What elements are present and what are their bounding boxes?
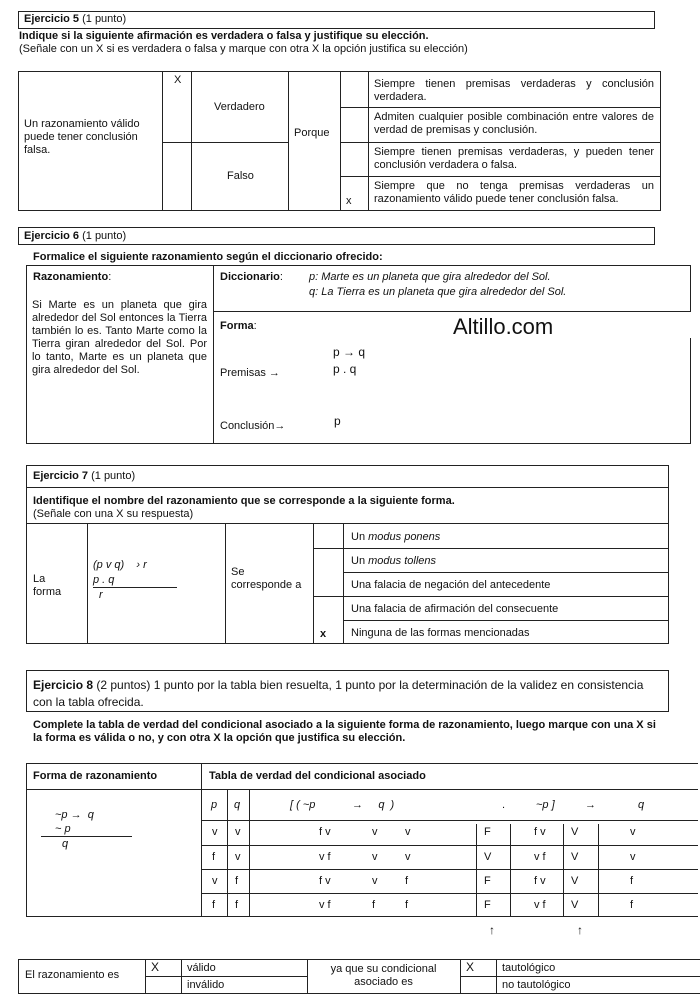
table-cell: v f (319, 899, 331, 911)
ej5-title (24, 13, 126, 26)
ej7-divider (225, 523, 226, 644)
ej5-verdadero-option: Verdadero (214, 101, 265, 113)
ej7-title-label: Ejercicio 7 (33, 470, 89, 482)
ej7-option-1-pre: Un (351, 531, 369, 543)
ej8-title (33, 677, 653, 711)
table-cell: V (571, 899, 579, 911)
table-cell: f v (319, 875, 331, 887)
ej5-porque: Porque (294, 127, 330, 139)
ej8-razon-es: El razonamiento es (25, 969, 120, 981)
ej6-title (24, 230, 126, 243)
ej6-points: (1 punto) (79, 230, 127, 242)
ej5-divider (162, 142, 288, 143)
ej7-option-4: Una falacia de afirmación del consecuente (351, 603, 559, 615)
table-cell: v (235, 851, 241, 863)
ej7-note: (Señale con una X su respuesta) (33, 508, 194, 520)
ej8-header-dot: . (502, 799, 506, 811)
ej6-title-label: Ejercicio 6 (24, 230, 80, 242)
table-cell: v (212, 875, 218, 887)
ej6-premisa-2: p . q (333, 362, 357, 376)
ej7-divider (313, 523, 314, 644)
ej5-divider (288, 71, 289, 211)
ej6-forma-label (220, 320, 257, 333)
table-cell: f (372, 899, 376, 911)
table-cell: V (484, 851, 492, 863)
ej8-form-line-3: q (62, 838, 69, 850)
ej5-title-label: Ejercicio 5 (24, 13, 80, 25)
ej6-divider (213, 311, 691, 312)
ej6-razonamiento-text: Si Marte es un planeta que gira alrededor del Sol entonces la Tierra también lo es. Tanto Marte como la Tierra giran alrededor del Sol. Por lo tanto, Marte es un planeta que gira alrededor del Sol. (32, 299, 207, 376)
table-cell: f v (534, 826, 546, 838)
ej8-mark-valido: X (151, 960, 160, 974)
table-cell: f (212, 899, 216, 911)
table-cell: f (630, 899, 634, 911)
ej6-forma-word: Forma (220, 320, 254, 332)
table-cell: f (630, 875, 634, 887)
table-cell: v (212, 826, 218, 838)
ej5-divider (340, 71, 341, 211)
ej5-option-1: Siempre tienen premisas verdaderas y conclusión verdadera. (374, 78, 654, 103)
ej6-razonamiento-label (33, 271, 111, 284)
up-arrow-icon: ↑ (489, 923, 495, 937)
ej6-premisas-label: Premisas → (220, 367, 280, 379)
table-cell: v (405, 851, 411, 863)
ej8-divider (249, 789, 250, 917)
ej5-divider (340, 107, 661, 108)
table-cell: f v (534, 875, 546, 887)
table-cell: v (630, 826, 636, 838)
ej7-divider (313, 596, 669, 597)
table-cell: v f (534, 851, 546, 863)
table-cell: v f (534, 899, 546, 911)
ej6-premisa-1: p → q (333, 345, 366, 359)
ej8-header-expr1: [ ( ~p → q ) (290, 799, 395, 811)
ej6-forma-colon: : (253, 320, 257, 332)
ej8-no-tautologico: no tautológico (502, 979, 571, 991)
table-cell: v (630, 851, 636, 863)
ej8-answer-divider (307, 959, 308, 994)
ej5-option-2: Admiten cualquier posible combinación entre valores de verdad de premisas y conclusión. (374, 111, 654, 136)
ej5-divider (340, 142, 661, 143)
ej5-mark-option-4: x (346, 195, 352, 207)
ej7-form-line-2: p . q (93, 574, 115, 586)
ej8-title-label: Ejercicio 8 (33, 678, 94, 692)
ej6-dic-p: p: Marte es un planeta que gira alrededor del Sol. (309, 271, 551, 283)
ej8-header-expr2: ~p ] (536, 799, 555, 811)
ej6-razonamiento-colon: : (108, 271, 112, 283)
table-cell: f (235, 899, 239, 911)
ej7-form-line-1: (p v q) › r (93, 559, 147, 571)
ej8-valido: válido (187, 962, 216, 974)
table-cell: F (484, 875, 491, 887)
ej7-divider (343, 572, 669, 573)
ej8-divider (201, 869, 698, 870)
ej5-option-3: Siempre tienen premisas verdaderas, y pueden tener conclusión verdadera o falsa. (374, 146, 654, 171)
ej7-form-rule (93, 587, 177, 588)
ej7-option-5: Ninguna de las formas mencionadas (351, 627, 530, 639)
ej5-instruction: Indique si la siguiente afirmación es verdadera o falsa y justifique su elección. (19, 30, 429, 42)
ej7-option-1-em: modus ponens (368, 531, 441, 543)
ej5-mark-verdadero: X (174, 74, 182, 86)
ej5-divider (162, 71, 163, 211)
ej5-falso-option: Falso (227, 170, 254, 182)
ej6-right-edge (690, 338, 691, 444)
ej5-points: (1 punto) (79, 13, 127, 25)
ej8-answer-divider (145, 976, 307, 977)
ej8-form-line-2: ~ p (55, 823, 71, 835)
ej7-la-forma: La forma (33, 573, 62, 598)
ej5-divider (340, 176, 661, 177)
ej8-answer-divider (460, 976, 700, 977)
ej8-divider (476, 824, 477, 917)
ej7-title (33, 470, 135, 483)
ej7-divider (343, 620, 669, 621)
ej7-divider (313, 548, 669, 549)
ej5-divider (368, 71, 369, 211)
ej7-option-3: Una falacia de negación del antecedente (351, 579, 551, 591)
ej8-ya-que: ya que su condicional asociado es (330, 963, 437, 988)
ej8-col2-header: Tabla de verdad del condicional asociado (209, 770, 426, 782)
ej5-divider (191, 71, 192, 211)
table-cell: v f (319, 851, 331, 863)
ej7-divider (343, 523, 344, 644)
table-cell: f v (319, 826, 331, 838)
ej7-se-corresponde: Se corresponde a (231, 566, 302, 591)
ej7-option-2-em: modus tollens (368, 555, 436, 567)
ej8-tautologico: tautológico (502, 962, 556, 974)
ej7-option-2 (351, 555, 436, 568)
ej8-mark-tautologico: X (466, 960, 475, 974)
ej5-option-4: Siempre que no tenga premisas verdaderas un razonamiento válido puede tener conclusión falsa. (374, 180, 654, 205)
ej6-instruction: Formalice el siguiente razonamiento según el diccionario ofrecido: (33, 251, 383, 263)
table-cell: F (484, 899, 491, 911)
ej8-divider (598, 824, 599, 917)
ej6-right-edge (690, 265, 691, 311)
ej8-instruction: Complete la tabla de verdad del condicional asociado a la siguiente forma de razonamiento, luego marque con una X si la forma es válida o no, y con otra X la opción que justifica su elección. (33, 719, 656, 744)
ej7-table-top (26, 523, 669, 524)
up-arrow-icon: ↑ (577, 923, 583, 937)
ej8-form-rule (41, 836, 132, 837)
ej6-diccionario-word: Diccionario (220, 271, 280, 283)
ej6-diccionario-label (220, 271, 283, 284)
ej6-watermark: Altillo.com (453, 314, 554, 339)
ej8-divider (201, 845, 698, 846)
ej8-header-arrow: → (585, 799, 596, 811)
table-cell: f (235, 875, 239, 887)
ej6-razonamiento-word: Razonamiento (33, 271, 109, 283)
ej7-option-1 (351, 531, 440, 544)
table-cell: f (405, 899, 409, 911)
table-cell: v (372, 826, 378, 838)
table-cell: F (484, 826, 491, 838)
ej6-dic-q: q: La Tierra es un planeta que gira alrededor del Sol. (309, 286, 567, 298)
table-cell: v (372, 875, 378, 887)
table-cell: V (571, 826, 579, 838)
ej6-conclusion: p (334, 414, 341, 428)
ej8-header-q: q (234, 799, 241, 811)
ej8-divider (510, 824, 511, 917)
ej8-form-line-1: ~p → q (55, 809, 94, 821)
table-cell: v (372, 851, 378, 863)
table-cell: V (571, 875, 579, 887)
ej8-divider (201, 820, 698, 821)
ej8-divider (201, 893, 698, 894)
ej7-mark-option-5: x (320, 628, 327, 640)
ej5-note: (Señale con un X si es verdadera o falsa y marque con otra X la opción justifica su elección) (19, 43, 468, 55)
table-cell: V (571, 851, 579, 863)
ej6-diccionario-colon: : (279, 271, 283, 283)
ej8-divider (563, 824, 564, 917)
ej8-header-p: p (211, 799, 218, 811)
table-cell: v (405, 826, 411, 838)
ej8-header-q2: q (638, 799, 645, 811)
ej7-option-2-pre: Un (351, 555, 369, 567)
ej5-statement: Un razonamiento válido puede tener conclusión falsa. (24, 118, 140, 156)
ej6-divider (213, 265, 214, 444)
ej8-col1-header: Forma de razonamiento (33, 770, 158, 782)
table-cell: f (405, 875, 409, 887)
table-cell: v (235, 826, 241, 838)
ej6-conclusion-label: Conclusión→ (220, 420, 286, 432)
ej7-instruction: Identifique el nombre del razonamiento que se corresponde a la siguiente forma. (33, 495, 455, 507)
ej8-points: (2 puntos) 1 punto por la tabla bien resuelta, 1 punto por la determinación de la validez en consistencia con la tabla ofrecida. (33, 678, 644, 709)
ej7-points: (1 punto) (88, 470, 136, 482)
ej7-form-line-3: r (99, 589, 103, 601)
ej8-invalido: inválido (187, 979, 225, 991)
ej7-divider (87, 523, 88, 644)
ej8-divider (227, 789, 228, 917)
table-cell: f (212, 851, 216, 863)
ej8-divider (26, 789, 698, 790)
